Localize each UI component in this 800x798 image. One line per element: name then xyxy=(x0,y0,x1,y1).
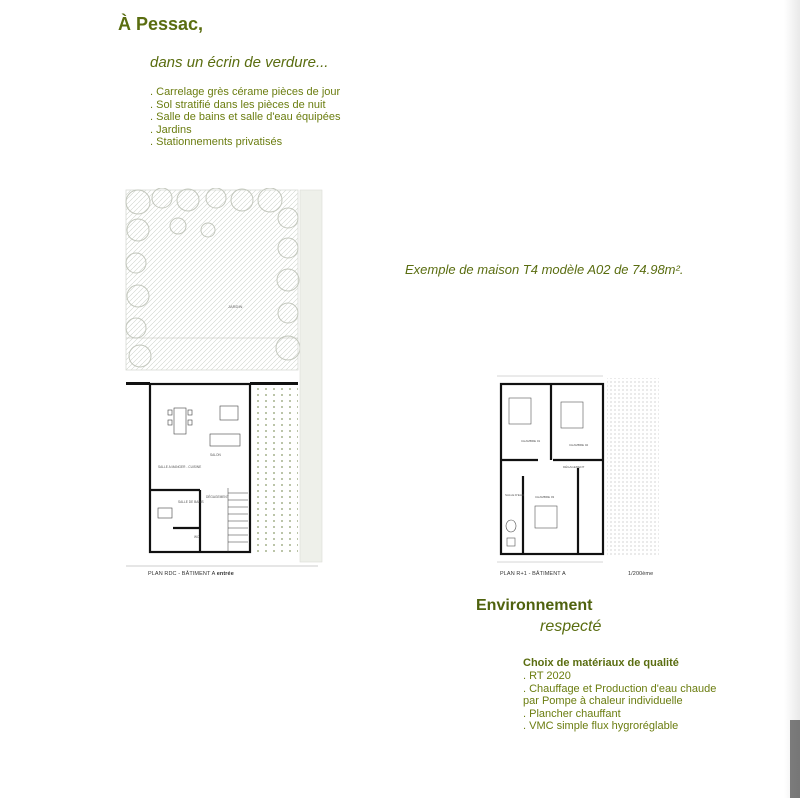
upper-furniture xyxy=(506,398,583,546)
environment-title: Environnement xyxy=(476,597,593,614)
plan-r1-label: PLAN R+1 - BÂTIMENT A xyxy=(500,571,566,577)
feature-item: . Sol stratifié dans les pièces de nuit xyxy=(150,99,340,112)
roof-area xyxy=(607,378,659,556)
page-edge-dark xyxy=(790,720,800,798)
stairs xyxy=(228,488,248,552)
environment-subtitle: respecté xyxy=(540,618,602,635)
materials-title: Choix de matériaux de qualité xyxy=(523,657,679,669)
room-label-wc: WC xyxy=(194,535,200,539)
plan-rdc-drawing xyxy=(118,188,328,583)
room-label-jardin: JARDIN xyxy=(228,304,243,309)
materials-list xyxy=(523,670,716,733)
material-item: . Plancher chauffant xyxy=(523,707,621,720)
room-label-ch1: CHAMBRE 01 xyxy=(521,439,541,443)
feature-item: . Carrelage grès cérame pièces de jour xyxy=(150,86,340,99)
parking xyxy=(254,388,298,553)
side-path xyxy=(300,190,322,562)
feature-item: . Salle de bains et salle d'eau équipées xyxy=(150,111,340,124)
room-label-salon: SALON xyxy=(210,453,221,457)
feature-item: . Stationnements privatisés xyxy=(150,136,340,149)
room-label-sdb: SALLE DE BAINS xyxy=(178,500,204,504)
page-subtitle: dans un écrin de verdure... xyxy=(150,54,329,71)
feature-item: . Jardins xyxy=(150,124,340,137)
material-item: . VMC simple flux hygroréglable xyxy=(523,720,679,732)
features-list xyxy=(150,86,340,149)
room-label-ch2: CHAMBRE 02 xyxy=(569,443,589,447)
room-label-sde: SALLE D'EAU xyxy=(505,493,525,497)
room-label-ch3: CHAMBRE 03 xyxy=(535,495,555,499)
garden-area xyxy=(126,190,298,370)
material-item: . RT 2020 xyxy=(523,670,571,682)
plan-rdc-label: PLAN RDC - BÂTIMENT A entrée xyxy=(148,571,234,577)
upper-walls xyxy=(501,384,603,554)
plan-scale-label: 1/200ème xyxy=(628,571,654,577)
material-item: par Pompe à chaleur individuelle xyxy=(523,695,683,707)
page-edge-shadow xyxy=(784,0,800,798)
room-label-sejour: SALLE A MANGER - CUISINE xyxy=(158,465,202,469)
material-item: . Chauffage et Production d'eau chaude xyxy=(523,682,717,695)
room-label-degagement-r1: DÉGAGEMENT xyxy=(563,465,585,469)
example-caption: Exemple de maison T4 modèle A02 de 74.98m². xyxy=(405,262,684,277)
plan-r1-drawing xyxy=(493,368,663,568)
page-title: À Pessac, xyxy=(118,14,204,34)
room-label-degagement: DÉGAGEMENT xyxy=(206,495,229,499)
